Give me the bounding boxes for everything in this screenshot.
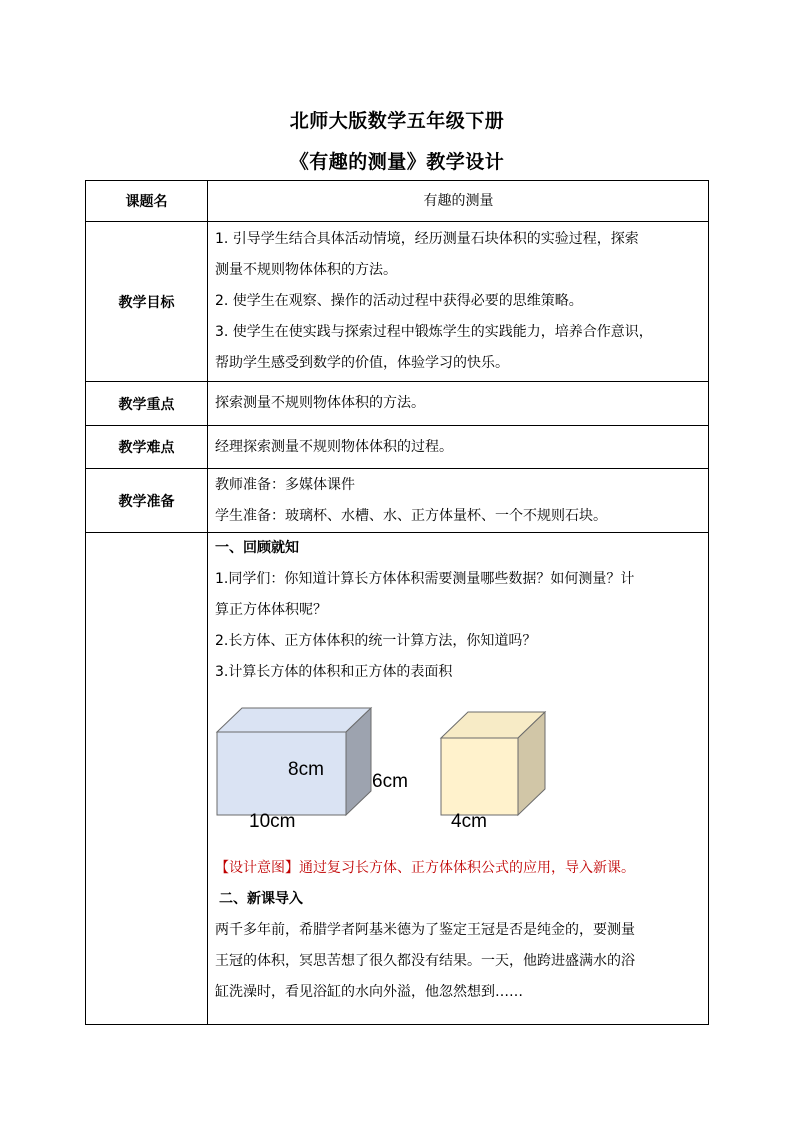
cube-front-face (441, 738, 518, 815)
label-preparation: 教学准备 (86, 469, 208, 533)
label-process-empty (86, 533, 208, 1025)
solids-figure (215, 688, 705, 853)
objectives-content (208, 222, 709, 382)
lesson-plan-table (85, 180, 709, 1025)
preparation-content (208, 469, 709, 533)
objective-line: 3. 使学生在使实践与探索过程中锻炼学生的实践能力，培养合作意识， (215, 324, 653, 340)
question-3: 3.计算长方体的体积和正方体的表面积 (215, 664, 453, 680)
label-difficulty: 教学难点 (86, 426, 208, 469)
question-1-line: 算正方体体积呢？ (215, 602, 327, 618)
row-key-point (86, 382, 709, 426)
row-topic (86, 181, 709, 222)
label-objectives: 教学目标 (86, 222, 208, 382)
label-key-point: 教学重点 (86, 382, 208, 426)
story-line: 两千多年前，希腊学者阿基米德为了鉴定王冠是否是纯金的，要测量 (215, 922, 635, 938)
document-subtitle: 《有趣的测量》教学设计 (289, 151, 505, 173)
cuboid-top-face (217, 708, 371, 732)
key-point-value: 探索测量不规则物体体积的方法。 (208, 382, 709, 426)
row-difficulty (86, 426, 709, 469)
question-2: 2.长方体、正方体体积的统一计算方法，你知道吗？ (215, 633, 537, 649)
objective-line: 2. 使学生在观察、操作的活动过程中获得必要的思维策略。 (215, 293, 583, 309)
topic-value: 有趣的测量 (208, 181, 709, 222)
label-topic: 课题名 (86, 181, 208, 222)
question-1-line: 1.同学们：你知道计算长方体体积需要测量哪些数据？如何测量？计 (215, 571, 635, 587)
difficulty-value: 经理探索测量不规则物体体积的过程。 (208, 426, 709, 469)
cuboid-length-label: 10cm (249, 811, 296, 832)
cuboid-depth-label: 6cm (372, 771, 408, 792)
cuboid-front-face (217, 732, 346, 815)
design-intent-text: 通过复习长方体、正方体体积公式的应用，导入新课。 (299, 860, 635, 876)
row-objectives (86, 222, 709, 382)
design-intent (215, 853, 702, 884)
cube-edge-label: 4cm (451, 811, 487, 832)
objective-line: 1. 引导学生结合具体活动情境，经历测量石块体积的实验过程，探索 (215, 231, 639, 247)
row-process (86, 533, 709, 1025)
row-preparation (86, 469, 709, 533)
story-line: 王冠的体积，冥思苦想了很久都没有结果。一天，他跨进盛满水的浴 (215, 953, 635, 969)
design-intent-tag: 【设计意图】 (215, 860, 299, 876)
teacher-preparation: 教师准备：多媒体课件 (215, 476, 355, 493)
objective-line: 帮助学生感受到数学的价值，体验学习的快乐。 (215, 355, 509, 371)
story-line: 缸洗澡时，看见浴缸的水向外溢，他忽然想到…… (215, 984, 523, 1000)
section-heading-review: 一、回顾就知 (215, 540, 299, 556)
process-content (208, 533, 709, 1025)
document-title: 北师大版数学五年级下册 (289, 110, 505, 132)
section-heading-intro: 二、新课导入 (219, 891, 303, 907)
student-preparation: 学生准备：玻璃杯、水槽、水、正方体量杯、一个不规则石块。 (215, 507, 607, 524)
cuboid-height-label: 8cm (288, 759, 324, 780)
objective-line: 测量不规则物体体积的方法。 (215, 262, 397, 278)
